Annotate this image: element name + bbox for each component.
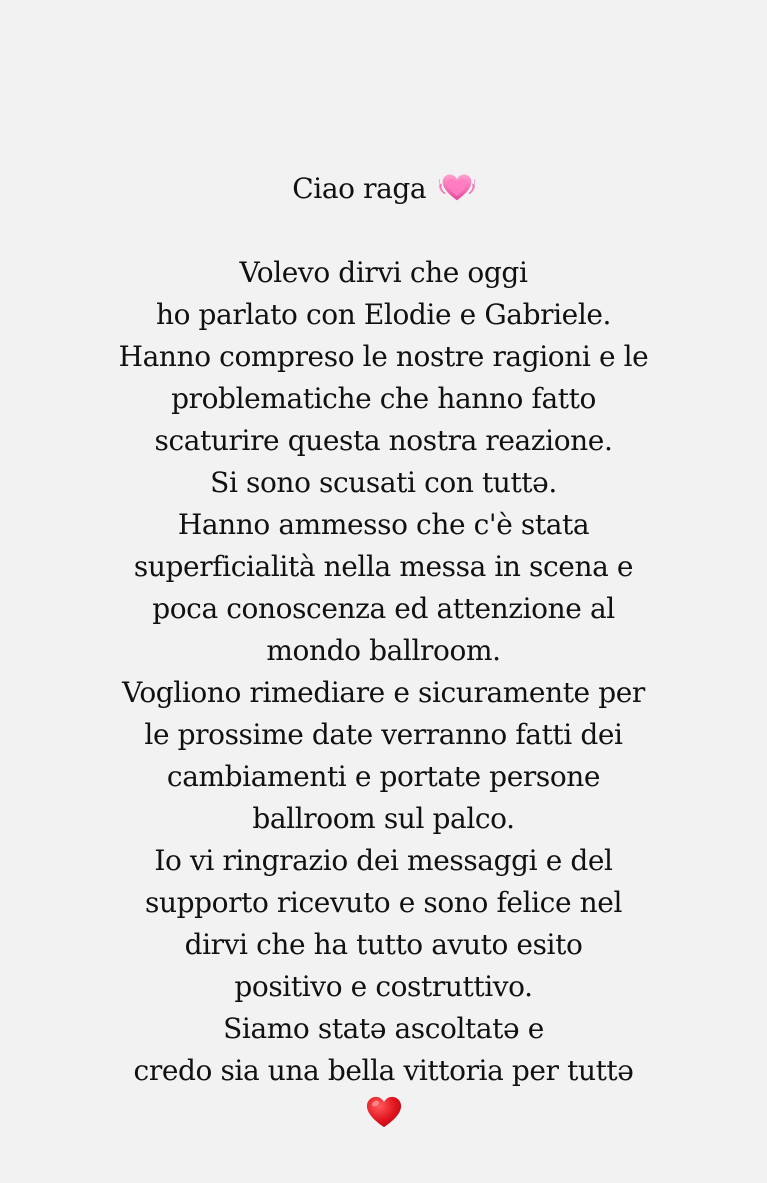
story-line: superficialità nella messa in scena e	[133, 550, 634, 583]
story-line: ballroom sul palco.	[252, 802, 515, 835]
story-line: poca conoscenza ed attenzione al	[152, 592, 615, 625]
story-line: credo sia una bella vittoria per tuttə	[133, 1054, 634, 1087]
story-line: problematiche che hanno fatto	[171, 382, 596, 415]
story-text-block	[60, 168, 707, 1130]
story-line: mondo ballroom.	[266, 634, 501, 667]
growing-heart-icon	[439, 170, 475, 204]
story-line: Hanno compreso le nostre ragioni e le	[118, 340, 649, 373]
greeting-text: Ciao raga	[292, 172, 427, 205]
story-line: le prossime date verranno fatti dei	[144, 718, 623, 751]
story-line: cambiamenti e portate persone	[166, 760, 601, 793]
story-line: dirvi che ha tutto avuto esito	[184, 928, 583, 961]
story-line: ho parlato con Elodie e Gabriele.	[155, 298, 612, 331]
story-line: Si sono scusati con tuttə.	[210, 466, 557, 499]
story-line: Siamo statə ascoltatə e	[223, 1012, 544, 1045]
red-heart-icon	[365, 1094, 403, 1130]
greeting-line	[60, 168, 707, 210]
story-line: Vogliono rimediare e sicuramente per	[122, 676, 645, 709]
story-line: Io vi ringrazio dei messaggi e del	[154, 844, 613, 877]
story-line: Volevo dirvi che oggi	[239, 256, 528, 289]
story-line: scaturire questa nostra reazione.	[154, 424, 613, 457]
story-line: supporto ricevuto e sono felice nel	[145, 886, 622, 919]
story-line: positivo e costruttivo.	[234, 970, 533, 1003]
story-line: Hanno ammesso che c'è stata	[177, 508, 590, 541]
